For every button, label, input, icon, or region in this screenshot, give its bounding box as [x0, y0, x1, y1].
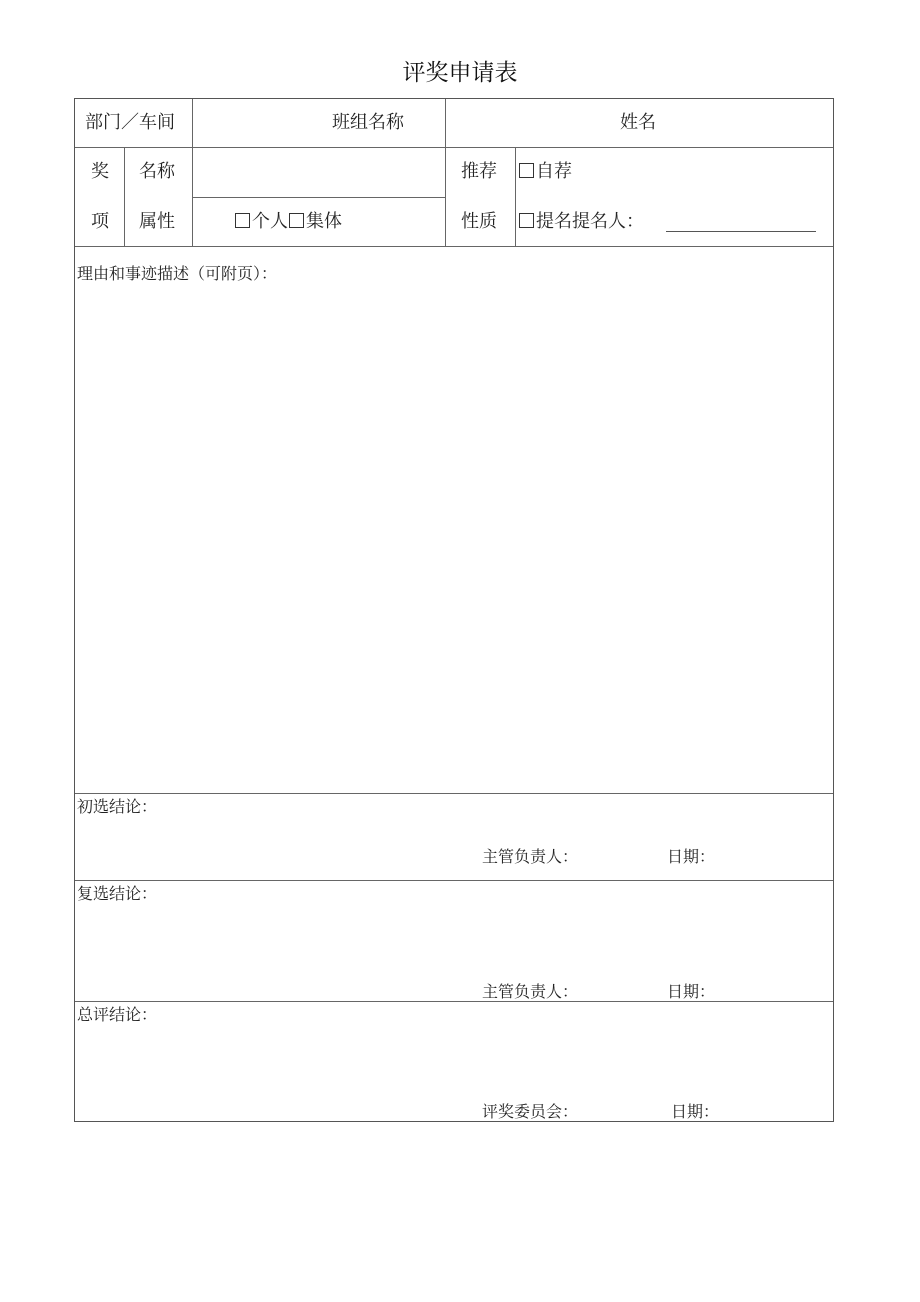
- nominator-field[interactable]: [666, 231, 816, 232]
- final-conclusion-label: 总评结论：: [77, 1005, 158, 1024]
- collective-label: 集体: [306, 211, 342, 232]
- col-divider: [192, 99, 193, 246]
- preliminary-date-label: 日期：: [667, 847, 716, 866]
- row-divider: [75, 793, 833, 794]
- secondary-date-label: 日期：: [667, 982, 716, 1001]
- nominate-option: [519, 211, 644, 233]
- nominate-label: 提名: [536, 211, 572, 232]
- final-date-label: 日期：: [671, 1102, 720, 1121]
- dept-label: 部门／车间: [85, 112, 175, 133]
- description-field[interactable]: [77, 289, 829, 789]
- individual-label: 个人: [252, 211, 288, 232]
- award-label-top: 奖: [91, 161, 109, 182]
- secondary-conclusion-label: 复选结论：: [77, 884, 158, 903]
- preliminary-conclusion-label: 初选结论：: [77, 797, 158, 816]
- recommend-label-bottom: 性质: [461, 211, 497, 232]
- self-recommend-checkbox[interactable]: [519, 163, 534, 178]
- award-name-label: 名称: [139, 161, 175, 182]
- award-label-bottom: 项: [91, 211, 109, 232]
- award-attr-label: 属性: [139, 211, 175, 232]
- preliminary-signer-label: 主管负责人：: [482, 847, 579, 866]
- nominate-checkbox[interactable]: [519, 213, 534, 228]
- award-name-field[interactable]: [199, 151, 439, 193]
- self-recommend-label: 自荐: [536, 161, 572, 182]
- col-divider: [124, 147, 125, 246]
- application-form: [74, 98, 834, 1122]
- description-label: 理由和事迹描述（可附页）：: [77, 264, 278, 283]
- team-name-label: 班组名称: [332, 112, 404, 133]
- recommend-label-top: 推荐: [461, 161, 497, 182]
- row-divider: [75, 246, 833, 247]
- col-divider: [445, 99, 446, 246]
- row-divider: [75, 880, 833, 881]
- individual-checkbox[interactable]: [235, 213, 250, 228]
- row-divider: [75, 147, 833, 148]
- attr-options: [235, 211, 342, 233]
- col-divider: [515, 147, 516, 246]
- committee-label: 评奖委员会：: [482, 1102, 579, 1121]
- page-title: 评奖申请表: [402, 60, 518, 86]
- secondary-signer-label: 主管负责人：: [482, 982, 579, 1001]
- row-divider: [192, 197, 445, 198]
- applicant-name-label: 姓名: [620, 112, 656, 133]
- self-recommend-option: [519, 161, 572, 183]
- nominator-label: 提名人：: [572, 211, 644, 232]
- collective-checkbox[interactable]: [289, 213, 304, 228]
- row-divider: [75, 1001, 833, 1002]
